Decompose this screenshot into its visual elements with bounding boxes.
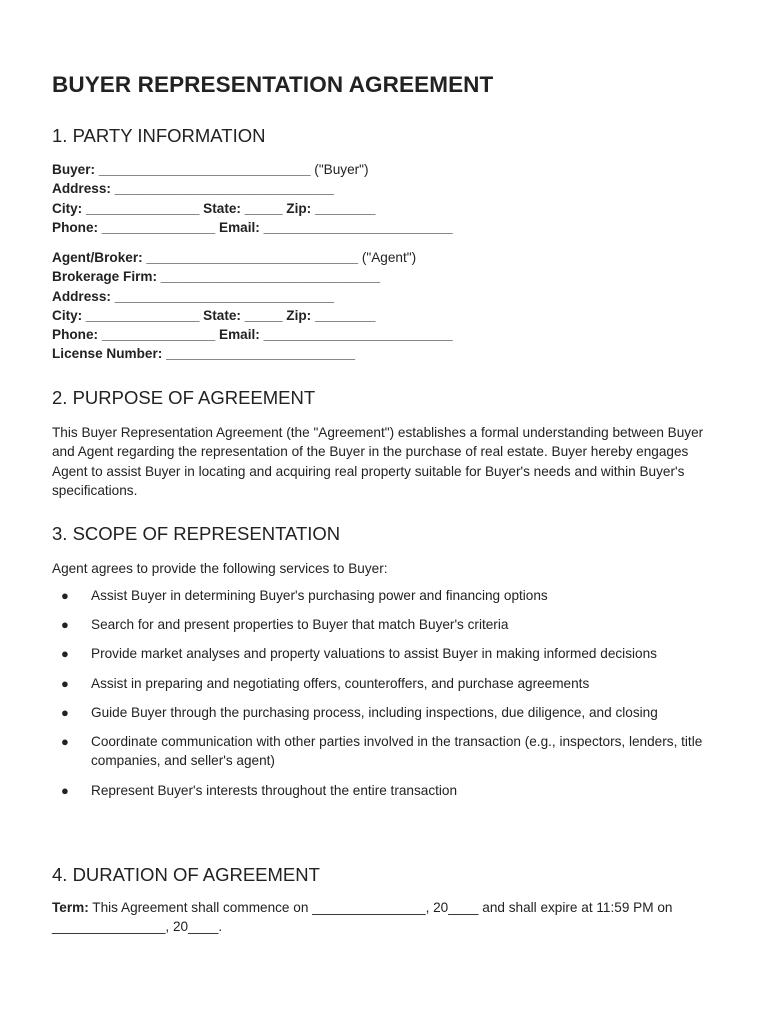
agent-fields (52, 248, 453, 364)
buyer-city-state-zip-field[interactable]: City: _______________ State: _____ Zip: ________ (52, 200, 376, 216)
bullet-icon: ● (61, 646, 69, 662)
bullet-icon: ● (61, 704, 69, 720)
bullet-icon: ● (61, 588, 69, 603)
purpose-paragraph: This Buyer Representation Agreement (the "Agreement") establishes a formal understanding between Buyer and Agent regarding the representation of the Buyer in the purchase of real estate. Buyer hereby engages Agent to assist Buyer in locating and acquiring real property suitable for Buyer's needs and within Buyer's specifications. (52, 425, 704, 499)
list-item: ● Search for and present properties to Buyer that match Buyer's criteria (52, 615, 712, 634)
section-heading-purpose: 2. PURPOSE OF AGREEMENT (52, 387, 316, 408)
document-title: BUYER REPRESENTATION AGREEMENT (52, 72, 494, 97)
agent-city-state-zip-field[interactable]: City: _______________ State: _____ Zip: ________ (52, 307, 376, 323)
buyer-phone-email-field[interactable]: Phone: _______________ Email: _________________________ (52, 219, 453, 235)
agent-address-field[interactable]: Address: _____________________________ (52, 288, 334, 304)
section-heading-scope: 3. SCOPE OF REPRESENTATION (52, 523, 341, 544)
list-item: ● Assist Buyer in determining Buyer's purchasing power and financing options (52, 586, 712, 605)
agent-suffix: ("Agent") (358, 250, 417, 265)
term-text[interactable]: This Agreement shall commence on _______________, 20____ and shall expire at 11:59 PM on _______________, 20____. (52, 900, 673, 935)
bullet-icon: ● (61, 734, 69, 750)
license-number-field[interactable]: License Number: _________________________ (52, 346, 356, 362)
list-item: ● Guide Buyer through the purchasing process, including inspections, due diligence, and closing (52, 703, 712, 722)
bullet-icon: ● (61, 782, 69, 798)
section-heading-duration: 4. DURATION OF AGREEMENT (52, 864, 320, 885)
brokerage-firm-field[interactable]: Brokerage Firm: _____________________________ (52, 269, 381, 285)
buyer-fields (52, 160, 453, 237)
term-label: Term: (52, 900, 89, 915)
list-item: ● Represent Buyer's interests throughout the entire transaction (52, 781, 712, 800)
bullet-icon: ● (61, 675, 69, 691)
services-list (52, 586, 712, 810)
agent-broker-field[interactable]: Agent/Broker: ____________________________ ("Agent") (52, 250, 417, 265)
term-paragraph (52, 898, 712, 937)
list-item: ● Provide market analyses and property valuations to assist Buyer in making informed decisions (52, 644, 712, 663)
buyer-name-field[interactable]: Buyer: ____________________________ ("Buyer") (52, 162, 369, 177)
scope-intro: Agent agrees to provide the following services to Buyer: (52, 561, 388, 576)
buyer-suffix: ("Buyer") (310, 162, 369, 177)
section-heading-party-information: 1. PARTY INFORMATION (52, 125, 266, 146)
buyer-address-field[interactable]: Address: _____________________________ (52, 181, 334, 197)
list-item: ● Coordinate communication with other parties involved in the transaction (e.g., inspectors, lenders, title companies, and seller's agent) (61, 734, 703, 769)
list-item: ● Assist in preparing and negotiating offers, counteroffers, and purchase agreements (52, 674, 712, 693)
bullet-icon: ● (61, 617, 69, 633)
agent-phone-email-field[interactable]: Phone: _______________ Email: _________________________ (52, 327, 453, 343)
